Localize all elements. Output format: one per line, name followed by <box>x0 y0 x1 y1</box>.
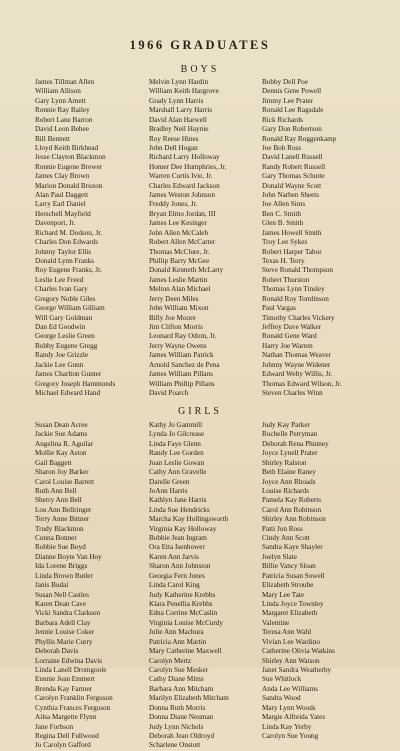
graduate-name: Arnold Sanchez de Pena <box>149 360 220 369</box>
graduate-name: Joe Allen Sims <box>262 200 306 209</box>
graduate-name: Pamela Kay Roberts <box>262 496 322 505</box>
graduate-name: Judy Katherine Krebbs <box>149 590 216 599</box>
graduate-name: Carol Ann Robinson <box>262 505 322 514</box>
graduate-name: Carolyn Franklin Ferguson <box>35 694 113 703</box>
graduate-name: Charles Don Edwards <box>35 238 99 247</box>
graduate-name: Linda Joyce Townley <box>262 600 324 609</box>
graduate-name: Melton Alan Michael <box>149 285 211 294</box>
graduate-name: Ronald Roy Tomlinson <box>262 294 329 303</box>
graduate-name: Phillip Barry McGee <box>149 257 210 266</box>
graduate-name: Jerry Deen Miles <box>149 294 199 303</box>
graduate-name: JoAnn Harris <box>149 486 188 495</box>
graduate-name: Janet Sandra Weatherby <box>262 665 332 674</box>
graduate-name: Lou Ann Bellringer <box>35 505 92 514</box>
graduate-name: Teresa Ann Wahl <box>262 628 312 637</box>
graduate-name: Kathlyn Jane Harris <box>149 496 207 505</box>
graduate-name: Donald Lynn Franks <box>35 257 95 266</box>
graduate-name: Jimmy Lee Prater <box>262 96 314 105</box>
graduate-name: Steven Charles Winn <box>262 388 323 397</box>
graduate-name: Gary Lynn Arnett <box>35 96 86 105</box>
graduate-name: Dennis Gene Powell <box>262 87 322 96</box>
graduate-name: Richard M. Dodson, Jr. <box>35 228 103 237</box>
graduate-name: Mary Lynn Woods <box>262 703 316 712</box>
graduate-name: Ronald Lee Ragsdale <box>262 106 324 115</box>
graduate-name: Richard Larry Holloway <box>149 153 220 162</box>
graduate-name: Randy Robert Russell <box>262 162 326 171</box>
graduate-name: Johnny Wayne Widener <box>262 360 331 369</box>
graduate-name: Will Gary Goldman <box>35 313 93 322</box>
graduate-name: Charles Ivan Gary <box>35 285 88 294</box>
graduate-name: Linda Lanell Dromgoole <box>35 665 107 674</box>
graduate-name: Deborah Davis <box>35 647 79 656</box>
graduate-name: Jeffrey Dave Walker <box>262 322 322 331</box>
graduate-name: Judy Lynn Nichols <box>149 722 204 731</box>
graduate-name: James Clay Brown <box>35 172 90 181</box>
graduate-name: Shirley Ralston <box>262 458 307 467</box>
graduate-name: Klara Penellia Krebbs <box>149 600 213 609</box>
graduate-name: Julie Ann Machura <box>149 628 204 637</box>
graduate-name: Shirley Ann Robinson <box>262 515 326 524</box>
graduate-name: Judy Kay Parker <box>262 421 310 429</box>
graduate-name: Virginia Louise McCurdy <box>149 618 224 627</box>
graduate-name: Linda Kay Yerby <box>262 722 312 731</box>
graduate-name: Melvin Lynn Hardin <box>149 78 209 86</box>
graduate-name: Elizabeth Stroube <box>262 581 314 590</box>
girls-column-1 <box>35 421 113 751</box>
boys-column-3 <box>262 78 342 398</box>
graduate-name: Bobby Eugene Gregg <box>35 341 98 350</box>
graduate-name: David Poarch <box>149 388 189 397</box>
graduate-name: Susan Nell Castles <box>35 590 89 599</box>
graduate-name: Ida Lorene Briggs <box>35 562 88 571</box>
graduate-name: Karen Dean Cave <box>35 600 87 609</box>
graduate-name: Robbie Sue Boyd <box>35 543 86 552</box>
graduate-name: George Leslie Green <box>35 332 95 341</box>
graduate-name: James Charlton Gunter <box>35 370 102 379</box>
graduate-name: Carolyn Sue Mesker <box>149 665 209 674</box>
graduate-name: Glen B. Smith <box>262 219 304 228</box>
graduate-name: Conna Bonner <box>35 534 77 543</box>
graduate-name: Donna Diane Neuman <box>149 713 214 722</box>
graduate-name: Linda Faye Glenn <box>149 439 201 448</box>
graduate-name: Marion Donald Bruxon <box>35 181 103 190</box>
graduate-name: Marshall Larry Harris <box>149 106 213 115</box>
graduate-name: Regina Dell Fullwood <box>35 731 99 740</box>
graduate-name: Thomas Edward Wilson, Jr. <box>262 379 342 388</box>
graduate-name: Terry Anne Bittner <box>35 515 90 524</box>
graduate-name: Lloyd Keith Birkhead <box>35 143 99 152</box>
graduate-name: Jackie Lee Gunn <box>35 360 84 369</box>
graduate-name: Gary Thomas Schutte <box>262 172 325 181</box>
graduate-name: Billie Vancy Sloan <box>262 562 316 571</box>
graduate-name: Patricia Ann Martin <box>149 637 207 646</box>
graduate-name: Linda Brown Butler <box>35 571 93 580</box>
graduate-name: Rochelle Perryman <box>262 430 318 439</box>
graduate-name: Gregory Noble Giles <box>35 294 96 303</box>
graduate-name: Billy Joe Moore <box>149 313 196 322</box>
graduate-name: Sharon Joy Barker <box>35 468 89 477</box>
graduate-name: Gregory Joseph Hammonds <box>35 379 116 388</box>
graduate-name: Grady Lynn Harris <box>149 96 204 105</box>
graduate-name: Jesse Clayton Blackmon <box>35 153 106 162</box>
graduate-name: Homer Dee Humphries, Jr. <box>149 162 227 171</box>
graduate-name: Joe Bob Ross <box>262 143 302 152</box>
graduate-name: Timothy Charles Vickery <box>262 313 335 322</box>
graduate-name: Davenport, Jr. <box>35 219 76 228</box>
graduate-name: Phyllis Marie Curry <box>35 637 93 646</box>
graduate-name: Sue Whitlock <box>262 675 302 684</box>
graduate-name: Dianne Boyte Van Hoy <box>35 552 102 561</box>
graduate-name: Marcha Kay Hollingsworth <box>149 515 229 524</box>
graduate-name: John Allen McCaleb <box>149 228 209 237</box>
graduate-name: Patti Jon Ross <box>262 524 303 533</box>
graduate-name: James Leslie Martin <box>149 275 208 284</box>
graduate-name: Scharlene Onstott <box>149 741 201 750</box>
graduate-name: Lynda Jo Gilcrease <box>149 430 205 439</box>
graduate-name: Jennie Louise Coker <box>35 628 95 637</box>
graduate-name: William Allison <box>35 87 81 96</box>
graduate-name: Rick Richards <box>262 115 303 124</box>
graduate-name: Bobbie Jean Ingram <box>149 534 207 543</box>
graduate-name: James William Pillans <box>149 370 213 379</box>
graduate-name: Roy Eugene Franks, Jr. <box>35 266 102 275</box>
graduate-name: Carolyn Sue Young <box>262 731 319 740</box>
graduate-name: Beth Elaine Raney <box>262 468 316 477</box>
graduate-name: James Weston Johnson <box>149 191 215 200</box>
graduate-name: Thomas Lynn Tinsley <box>262 285 325 294</box>
graduate-name: Texas H. Terry <box>262 257 305 266</box>
graduate-name: Ronnie Ray Bailey <box>35 106 90 115</box>
graduate-name: Ronald Gene Ward <box>262 332 317 341</box>
girls-column-3 <box>262 421 335 741</box>
graduate-name: Cathy Diane Mims <box>149 675 204 684</box>
graduate-name: Trudy Blackmon <box>35 524 84 533</box>
girls-heading: GIRLS <box>178 406 222 417</box>
graduate-name: Angelina R. Aguilar <box>35 439 94 448</box>
graduate-name: David Lanell Russell <box>262 153 323 162</box>
graduate-name: Robert Harper Tabor <box>262 247 322 256</box>
graduate-name: Bill Bennett <box>35 134 70 143</box>
graduate-name: Margie Alfreida Yates <box>262 713 326 722</box>
graduate-name: Donald Wayne Scott <box>262 181 322 190</box>
graduate-name: Michael Edward Hand <box>35 388 101 397</box>
graduate-name: Harry Joe Warren <box>262 341 313 350</box>
graduate-name: Cynthia Frances Ferguson <box>35 703 111 712</box>
graduate-name: Edward Welty Willis, Jr. <box>262 370 333 379</box>
graduate-name: James Howell Smith <box>262 228 322 237</box>
graduate-name: Roy Reese Hines <box>149 134 199 143</box>
graduate-name: Margaret Elizabeth <box>262 609 318 618</box>
graduate-name: Sharon Ann Johnston <box>149 562 211 571</box>
graduate-name: David Leon Behee <box>35 125 89 134</box>
graduate-name: Joyce Lynell Prater <box>262 449 318 458</box>
graduate-name: Ronnie Eugene Brewer <box>35 162 103 171</box>
graduate-name: Freddy Jones, Jr. <box>149 200 198 209</box>
graduate-name: Cindy Ann Scott <box>262 534 310 543</box>
graduate-name: Barbara Ann Mitcham <box>149 684 214 693</box>
graduate-name: Herschell Mayfield <box>35 209 91 218</box>
graduate-name: Larry Earl Daniel <box>35 200 86 209</box>
graduate-name: Gary Don Robertson <box>262 125 322 134</box>
graduate-name: Ben C. Smith <box>262 209 301 218</box>
graduate-name: Jerry Wayne Owens <box>149 341 207 350</box>
graduate-name: George William Gilliam <box>35 304 105 313</box>
graduate-name: Mary Lee Tate <box>262 590 305 599</box>
graduate-name: Alan Paul Daggett <box>35 191 89 200</box>
graduate-name: Leslie Lee Freed <box>35 275 84 284</box>
graduate-name: Sandra Kaye Shayler <box>262 543 323 552</box>
graduate-name: Darelle Green <box>149 477 190 486</box>
graduate-name: David Alan Harwell <box>149 115 207 124</box>
graduate-name: Lorraine Edwina Davis <box>35 656 103 665</box>
graduate-name: William Phillip Pillans <box>149 379 215 388</box>
graduate-name: William Keith Hargrove <box>149 87 219 96</box>
graduate-name: Dan Ed Goodwin <box>35 322 86 331</box>
graduate-name: Bryan Elmo Jordan, III <box>149 209 216 218</box>
graduate-name: Ailsa Margette Flynn <box>35 713 97 722</box>
graduate-name: Ronald Ray Roggenkamp <box>262 134 337 143</box>
graduate-name: Patricia Susan Sowell <box>262 571 325 580</box>
graduate-name: Brenda Kay Farmer <box>35 684 93 693</box>
graduate-name: Barbara Adell Clay <box>35 618 91 627</box>
graduate-name: Ruth Ann Bell <box>35 486 77 495</box>
graduate-name: Catherine Olivia Watkins <box>262 647 335 656</box>
graduate-name: Linda Carol King <box>149 581 200 590</box>
graduate-name: Joan Leslie Gowan <box>149 458 205 467</box>
graduate-name: Sherry Ann Bell <box>35 496 82 505</box>
graduate-name: Deborah Jean Oldroyd <box>149 731 215 740</box>
graduate-name: Anda Lee Williams <box>262 684 318 693</box>
graduate-name: Troy Lee Sykes <box>262 238 308 247</box>
graduate-name: James Tillman Allen <box>35 78 95 86</box>
graduate-name: Bradley Neil Haynie <box>149 125 209 134</box>
graduate-name: Sandra Wood <box>262 694 301 703</box>
graduate-name: Leonard Ray Odom, Jr. <box>149 332 217 341</box>
graduate-name: Cathy Ann Gravelle <box>149 468 207 477</box>
graduate-name: John Dell Hogan <box>149 143 198 152</box>
page-title: 1966 GRADUATES <box>129 38 271 52</box>
girls-column-2 <box>149 421 229 751</box>
boys-heading: BOYS <box>180 64 220 75</box>
graduate-name: Jo Carolyn Gafford <box>35 741 91 750</box>
graduate-name: Gail Baggett <box>35 458 72 467</box>
graduate-name: John William Mixon <box>149 304 209 313</box>
boys-column-1 <box>35 78 115 398</box>
graduate-name: Jane Forbson <box>35 722 74 731</box>
graduate-name: Valentine <box>262 618 290 627</box>
graduate-name: Ennnie Jean Emmert <box>35 675 95 684</box>
graduate-name: James William Patrick <box>149 351 214 360</box>
graduate-name: Carolyn Mertz <box>149 656 192 665</box>
graduate-name: Steve Ronald Thompson <box>262 266 333 275</box>
graduate-name: Vicki Sandra Clarkson <box>35 609 101 618</box>
graduate-name: Carol Louise Barrett <box>35 477 95 486</box>
graduate-name: Ora Etta Isenhower <box>149 543 205 552</box>
graduate-name: Mary Catherine Maxwell <box>149 647 222 656</box>
graduate-name: Marilyn Elizabeth Mitcham <box>149 694 229 703</box>
graduate-name: Joelyn Slate <box>262 552 297 561</box>
boys-column-2 <box>149 78 226 398</box>
graduate-name: Jim Clifton Morris <box>149 322 203 331</box>
graduate-name: Vivian Lee Wardino <box>262 637 320 646</box>
graduate-name: Georgia Fern Jones <box>149 571 205 580</box>
graduate-name: Mollie Kay Aston <box>35 449 87 458</box>
graduate-name: Linda Sue Hendricks <box>149 505 210 514</box>
graduate-name: Shirley Ann Watson <box>262 656 320 665</box>
graduate-name: Bobby Dell Poe <box>262 78 308 86</box>
graduate-name: James Lee Kesinger <box>149 219 207 228</box>
graduate-name: Virginia Kay Holloway <box>149 524 217 533</box>
graduate-name: Janis Budai <box>35 581 69 590</box>
graduate-name: Paul Vargas <box>262 304 296 313</box>
graduate-name: Robert Thurston <box>262 275 310 284</box>
graduate-name: Robert Allen McCarter <box>149 238 216 247</box>
graduate-name: Randy Joe Grizzle <box>35 351 89 360</box>
graduate-name: Randy Lee Gorden <box>149 449 204 458</box>
graduate-name: Donna Ruth Morris <box>149 703 206 712</box>
graduate-name: Charles Edward Jackson <box>149 181 220 190</box>
graduate-name: Warren Curtis Ivie, Jr. <box>149 172 213 181</box>
graduate-name: Robert Lane Barron <box>35 115 93 124</box>
graduate-name: Edna Corrine McCaslin <box>149 609 218 618</box>
graduate-name: Louise Richards <box>262 486 309 495</box>
graduate-name: Deborah Rena Phinney <box>262 439 329 448</box>
graduate-name: Kathy Jo Gammill <box>149 421 203 429</box>
graduate-name: Susan Dean Acree <box>35 421 88 429</box>
graduate-name: Nathan Thomas Weaver <box>262 351 332 360</box>
graduate-name: Karen Ann Jarvis <box>149 552 199 561</box>
graduate-name: Donald Kenneth McLarty <box>149 266 224 275</box>
graduate-name: Joyce Ann Rhoads <box>262 477 316 486</box>
graduate-name: Jackie Sue Adams <box>35 430 88 439</box>
graduate-name: Thomas McClure, Jr. <box>149 247 210 256</box>
graduate-name: Johnny Taylor Ellis <box>35 247 92 256</box>
graduate-name: John Narben Sheets <box>262 191 320 200</box>
